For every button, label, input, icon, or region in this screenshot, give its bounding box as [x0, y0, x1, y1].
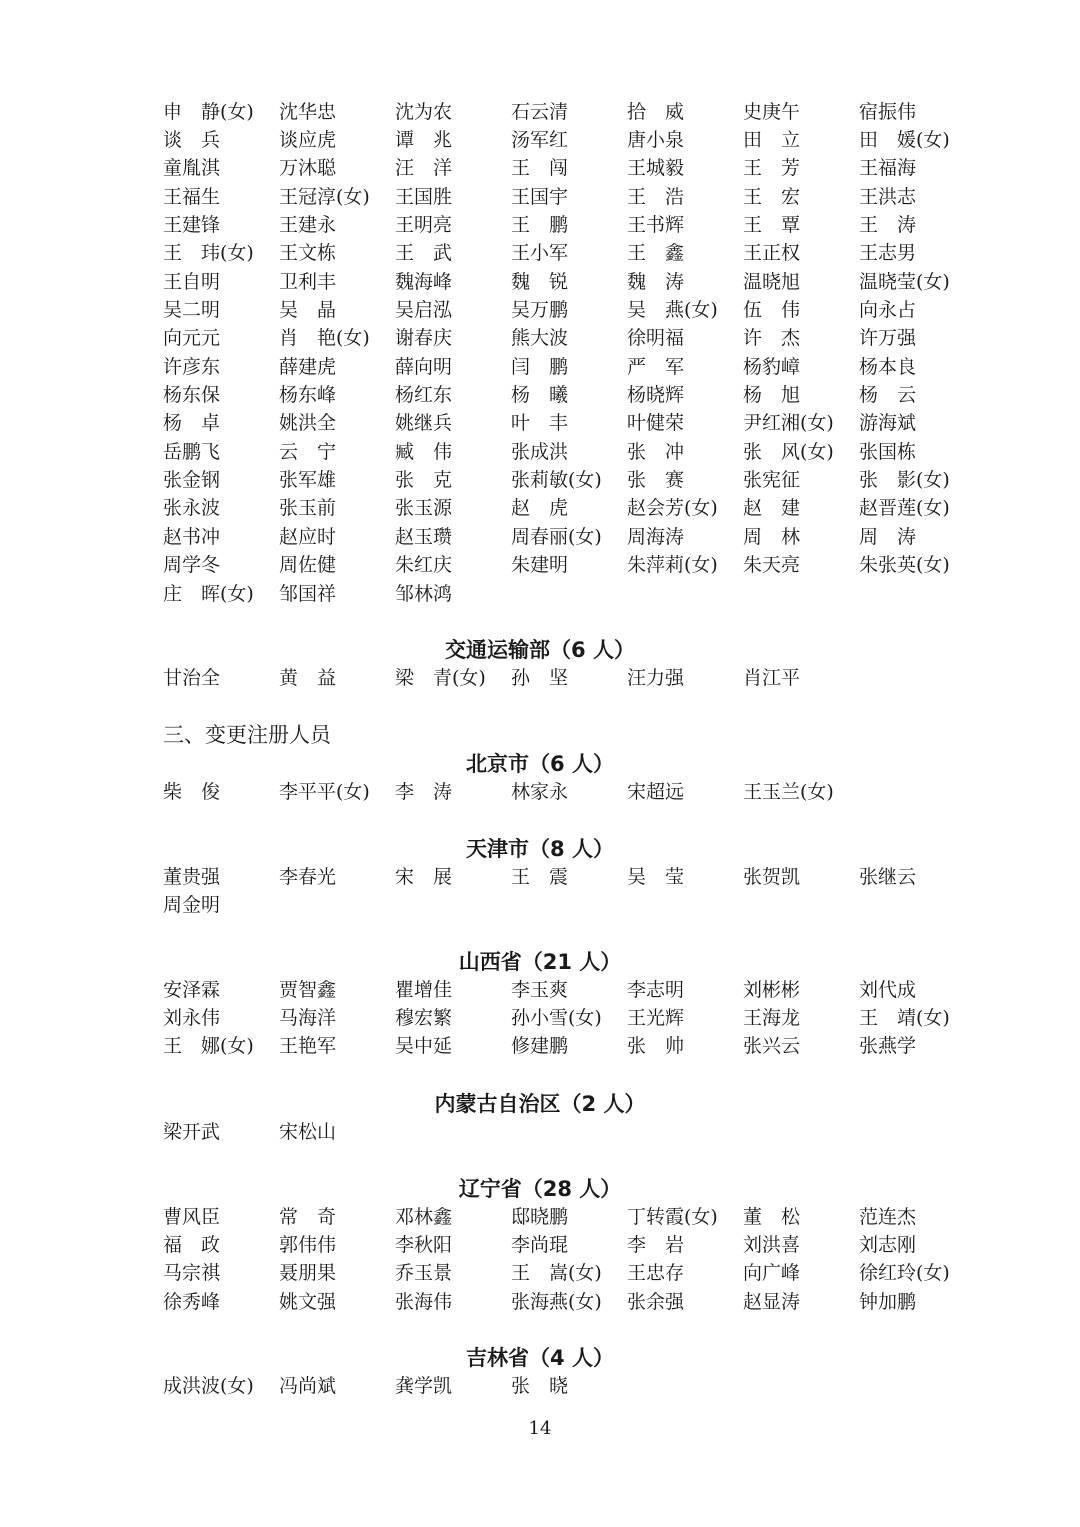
name-row: [163, 1372, 975, 1400]
person-name: 田 立: [743, 129, 801, 152]
name-row: [163, 1004, 975, 1032]
person-name: 柴 俊: [163, 780, 221, 803]
page-number: 14: [528, 1418, 552, 1439]
person-name: 唐小泉: [627, 129, 685, 152]
person-name: 温晓旭: [743, 270, 801, 293]
person-name: 刘彬彬: [743, 978, 801, 1001]
person-name: 肖 艳(女): [279, 327, 370, 350]
person-name: 王福海: [859, 157, 917, 180]
name-row: [163, 1260, 975, 1288]
person-name: 汪力强: [627, 666, 685, 689]
person-name: 谭 兆: [395, 129, 453, 152]
person-name: 温晓莹(女): [859, 270, 950, 293]
person-name: 安泽霖: [163, 978, 221, 1001]
person-name: 万沐聪: [279, 157, 337, 180]
name-row: [163, 1033, 975, 1061]
person-name: 吴 燕(女): [627, 299, 718, 322]
person-name: 叶 丰: [511, 412, 569, 435]
person-name: 张兴云: [743, 1035, 801, 1058]
name-row: [163, 325, 975, 353]
person-name: 尹红湘(女): [743, 412, 834, 435]
person-name: 张金钢: [163, 469, 221, 492]
name-row: [163, 1231, 975, 1259]
person-name: 王建永: [279, 214, 337, 237]
name-row: [163, 664, 975, 692]
person-name: 吴二明: [163, 299, 221, 322]
person-name: 薛向明: [395, 355, 453, 378]
person-name: 黄 益: [279, 666, 337, 689]
person-name: 郭伟伟: [279, 1234, 337, 1257]
person-name: 杨 云: [859, 384, 917, 407]
person-name: 张莉敏(女): [511, 469, 602, 492]
person-name: 向元元: [163, 327, 221, 350]
name-row: [163, 211, 975, 239]
person-name: 张宪征: [743, 469, 801, 492]
person-name: 赵显涛: [743, 1290, 801, 1313]
person-name: 张贺凯: [743, 865, 801, 888]
name-grid: [163, 1372, 975, 1400]
person-name: 谈 兵: [163, 129, 221, 152]
group-heading: 内蒙古自治区（2 人）: [434, 1092, 646, 1116]
name-row: [163, 240, 975, 268]
person-name: 庄 晖(女): [163, 582, 254, 605]
person-name: 王 鹏: [511, 214, 569, 237]
person-name: 王城毅: [627, 157, 685, 180]
person-name: 冯尚斌: [279, 1374, 337, 1397]
name-row: [163, 381, 975, 409]
person-name: 沈华忠: [279, 100, 337, 123]
person-name: 赵书冲: [163, 525, 221, 548]
person-name: 成洪波(女): [163, 1374, 254, 1397]
person-name: 王玉兰(女): [743, 780, 834, 803]
person-name: 贾智鑫: [279, 978, 337, 1001]
person-name: 李春光: [279, 865, 337, 888]
person-name: 宋超远: [627, 780, 685, 803]
name-row: [163, 466, 975, 494]
person-name: 周 林: [743, 525, 801, 548]
person-name: 王福生: [163, 185, 221, 208]
person-name: 王自明: [163, 270, 221, 293]
person-name: 张 赛: [627, 469, 685, 492]
person-name: 邹林鸿: [395, 582, 453, 605]
name-row: [163, 353, 975, 381]
person-name: 范连杰: [859, 1205, 917, 1228]
person-name: 王志男: [859, 242, 917, 265]
person-name: 宋 展: [395, 865, 453, 888]
person-name: 张 帅: [627, 1035, 685, 1058]
group-beijing: [0, 750, 1080, 806]
person-name: 张 冲: [627, 440, 685, 463]
person-name: 张余强: [627, 1290, 685, 1313]
person-name: 王 震: [511, 865, 569, 888]
person-name: 王国胜: [395, 185, 453, 208]
person-name: 周佐健: [279, 554, 337, 577]
person-name: 张成洪: [511, 440, 569, 463]
person-name: 杨 曦: [511, 384, 569, 407]
person-name: 张海伟: [395, 1290, 453, 1313]
person-name: 赵应时: [279, 525, 337, 548]
person-name: 云 宁: [279, 440, 337, 463]
person-name: 杨红东: [395, 384, 453, 407]
person-name: 修建鹏: [511, 1035, 569, 1058]
person-name: 王正权: [743, 242, 801, 265]
person-name: 杨豹嶂: [743, 355, 801, 378]
person-name: 李平平(女): [279, 780, 370, 803]
person-name: 汤军红: [511, 129, 569, 152]
person-name: 向永占: [859, 299, 917, 322]
person-name: 刘代成: [859, 978, 917, 1001]
name-grid: [163, 863, 975, 920]
person-name: 朱张英(女): [859, 554, 950, 577]
person-name: 魏 涛: [627, 270, 685, 293]
person-name: 王 玮(女): [163, 242, 254, 265]
name-row: [163, 296, 975, 324]
person-name: 李秋阳: [395, 1234, 453, 1257]
person-name: 严 军: [627, 355, 685, 378]
person-name: 王 浩: [627, 185, 685, 208]
person-name: 赵晋莲(女): [859, 497, 950, 520]
person-name: 丁转霞(女): [627, 1205, 718, 1228]
person-name: 王文栋: [279, 242, 337, 265]
person-name: 刘洪喜: [743, 1234, 801, 1257]
person-name: 董 松: [743, 1205, 801, 1228]
person-name: 孙小雪(女): [511, 1007, 602, 1030]
group-heading: 山西省（21 人）: [458, 950, 622, 974]
name-row: [163, 438, 975, 466]
person-name: 梁开武: [163, 1120, 221, 1143]
person-name: 杨东峰: [279, 384, 337, 407]
name-grid: [163, 1118, 975, 1146]
person-name: 闫 鹏: [511, 355, 569, 378]
group-heading: 天津市（8 人）: [466, 837, 614, 861]
person-name: 向广峰: [743, 1262, 801, 1285]
person-name: 马海洋: [279, 1007, 337, 1030]
person-name: 王 宏: [743, 185, 801, 208]
person-name: 王 靖(女): [859, 1007, 950, 1030]
person-name: 臧 伟: [395, 440, 453, 463]
person-name: 姚文强: [279, 1290, 337, 1313]
person-name: 周 涛: [859, 525, 917, 548]
person-name: 赵会芳(女): [627, 497, 718, 520]
person-name: 钟加鹏: [859, 1290, 917, 1313]
person-name: 王 武: [395, 242, 453, 265]
name-row: [163, 1288, 975, 1316]
person-name: 徐红玲(女): [859, 1262, 950, 1285]
person-name: 徐明福: [627, 327, 685, 350]
person-name: 李 岩: [627, 1234, 685, 1257]
name-row: [163, 183, 975, 211]
name-row: [163, 1118, 975, 1146]
person-name: 王 娜(女): [163, 1035, 254, 1058]
person-name: 乔玉景: [395, 1262, 453, 1285]
person-name: 甘治全: [163, 666, 221, 689]
person-name: 王书辉: [627, 214, 685, 237]
name-row: [163, 268, 975, 296]
name-row: [163, 976, 975, 1004]
person-name: 伍 伟: [743, 299, 801, 322]
person-name: 梁 青(女): [395, 666, 486, 689]
person-name: 马宗祺: [163, 1262, 221, 1285]
person-name: 杨东保: [163, 384, 221, 407]
name-row: [163, 863, 975, 891]
person-name: 姚洪全: [279, 412, 337, 435]
person-name: 聂朋果: [279, 1262, 337, 1285]
person-name: 张继云: [859, 865, 917, 888]
group-heading: 交通运输部（6 人）: [445, 638, 635, 662]
person-name: 杨 旭: [743, 384, 801, 407]
person-name: 田 媛(女): [859, 129, 950, 152]
person-name: 周学冬: [163, 554, 221, 577]
person-name: 宿振伟: [859, 100, 917, 123]
person-name: 薛建虎: [279, 355, 337, 378]
person-name: 肖江平: [743, 666, 801, 689]
person-name: 朱红庆: [395, 554, 453, 577]
person-name: 吴万鹏: [511, 299, 569, 322]
group-jilin: [0, 1344, 1080, 1400]
person-name: 赵玉瓒: [395, 525, 453, 548]
person-name: 魏 锐: [511, 270, 569, 293]
name-row: [163, 778, 975, 806]
person-name: 林家永: [511, 780, 569, 803]
group-heading: 吉林省（4 人）: [466, 1346, 614, 1370]
continued-name-list: [0, 98, 1080, 608]
person-name: 赵 虎: [511, 497, 569, 520]
person-name: 吴中延: [395, 1035, 453, 1058]
person-name: 赵 建: [743, 497, 801, 520]
person-name: 张海燕(女): [511, 1290, 602, 1313]
group-liaoning: [0, 1175, 1080, 1316]
person-name: 王 涛: [859, 214, 917, 237]
person-name: 常 奇: [279, 1205, 337, 1228]
person-name: 张国栋: [859, 440, 917, 463]
person-name: 孙 坚: [511, 666, 569, 689]
person-name: 汪 洋: [395, 157, 453, 180]
person-name: 周海涛: [627, 525, 685, 548]
person-name: 沈为农: [395, 100, 453, 123]
person-name: 董贵强: [163, 865, 221, 888]
name-grid: [163, 664, 975, 692]
person-name: 石云清: [511, 100, 569, 123]
person-name: 王建锋: [163, 214, 221, 237]
person-name: 吴 晶: [279, 299, 337, 322]
person-name: 邹国祥: [279, 582, 337, 605]
person-name: 王 闯: [511, 157, 569, 180]
person-name: 周金明: [163, 894, 221, 917]
person-name: 吴启泓: [395, 299, 453, 322]
person-name: 童胤淇: [163, 157, 221, 180]
person-name: 王 覃: [743, 214, 801, 237]
person-name: 张燕学: [859, 1035, 917, 1058]
person-name: 福 政: [163, 1234, 221, 1257]
name-row: [163, 523, 975, 551]
person-name: 岳鹏飞: [163, 440, 221, 463]
person-name: 魏海峰: [395, 270, 453, 293]
group-heading: 辽宁省（28 人）: [458, 1177, 622, 1201]
section-title: 三、变更注册人员: [163, 723, 331, 747]
person-name: 邸晓鹏: [511, 1205, 569, 1228]
name-row: [163, 580, 975, 608]
person-name: 杨本良: [859, 355, 917, 378]
person-name: 刘永伟: [163, 1007, 221, 1030]
person-name: 王国宇: [511, 185, 569, 208]
person-name: 王忠存: [627, 1262, 685, 1285]
person-name: 游海斌: [859, 412, 917, 435]
ministry-group: [0, 636, 1080, 692]
person-name: 吴 莹: [627, 865, 685, 888]
name-row: [163, 891, 975, 919]
person-name: 史庚午: [743, 100, 801, 123]
person-name: 邓林鑫: [395, 1205, 453, 1228]
person-name: 王冠淳(女): [279, 185, 370, 208]
person-name: 李 涛: [395, 780, 453, 803]
group-shanxi: [0, 948, 1080, 1061]
person-name: 朱天亮: [743, 554, 801, 577]
person-name: 张军雄: [279, 469, 337, 492]
group-tianjin: [0, 835, 1080, 920]
person-name: 朱萍莉(女): [627, 554, 718, 577]
person-name: 王光辉: [627, 1007, 685, 1030]
person-name: 王 鑫: [627, 242, 685, 265]
person-name: 王海龙: [743, 1007, 801, 1030]
person-name: 谈应虎: [279, 129, 337, 152]
person-name: 王艳军: [279, 1035, 337, 1058]
person-name: 周春丽(女): [511, 525, 602, 548]
person-name: 杨 卓: [163, 412, 221, 435]
person-name: 刘志刚: [859, 1234, 917, 1257]
group-heading: 北京市（6 人）: [466, 752, 614, 776]
person-name: 王洪志: [859, 185, 917, 208]
name-grid: [163, 98, 975, 608]
person-name: 王小军: [511, 242, 569, 265]
name-row: [163, 1203, 975, 1231]
person-name: 申 静(女): [163, 100, 254, 123]
name-row: [163, 552, 975, 580]
person-name: 许万强: [859, 327, 917, 350]
person-name: 龚学凯: [395, 1374, 453, 1397]
person-name: 李志明: [627, 978, 685, 1001]
name-grid: [163, 778, 975, 806]
person-name: 叶健荣: [627, 412, 685, 435]
name-row: [163, 495, 975, 523]
group-neimenggu: [0, 1090, 1080, 1146]
person-name: 朱建明: [511, 554, 569, 577]
person-name: 拾 威: [627, 100, 685, 123]
person-name: 张玉源: [395, 497, 453, 520]
person-name: 穆宏繁: [395, 1007, 453, 1030]
person-name: 王 嵩(女): [511, 1262, 602, 1285]
person-name: 张玉前: [279, 497, 337, 520]
person-name: 宋松山: [279, 1120, 337, 1143]
person-name: 熊大波: [511, 327, 569, 350]
person-name: 张 晓: [511, 1374, 569, 1397]
name-grid: [163, 1203, 975, 1316]
person-name: 张 影(女): [859, 469, 950, 492]
person-name: 瞿增佳: [395, 978, 453, 1001]
person-name: 卫利丰: [279, 270, 337, 293]
name-row: [163, 410, 975, 438]
person-name: 曹风臣: [163, 1205, 221, 1228]
person-name: 许 杰: [743, 327, 801, 350]
person-name: 姚继兵: [395, 412, 453, 435]
name-row: [163, 155, 975, 183]
person-name: 王 芳: [743, 157, 801, 180]
name-row: [163, 126, 975, 154]
person-name: 李尚琨: [511, 1234, 569, 1257]
person-name: 张 克: [395, 469, 453, 492]
person-name: 徐秀峰: [163, 1290, 221, 1313]
person-name: 张 风(女): [743, 440, 834, 463]
person-name: 许彦东: [163, 355, 221, 378]
section-heading-block: [0, 725, 1080, 746]
name-row: [163, 98, 975, 126]
person-name: 李玉爽: [511, 978, 569, 1001]
person-name: 张永波: [163, 497, 221, 520]
name-grid: [163, 976, 975, 1061]
person-name: 王明亮: [395, 214, 453, 237]
person-name: 杨晓辉: [627, 384, 685, 407]
person-name: 谢春庆: [395, 327, 453, 350]
